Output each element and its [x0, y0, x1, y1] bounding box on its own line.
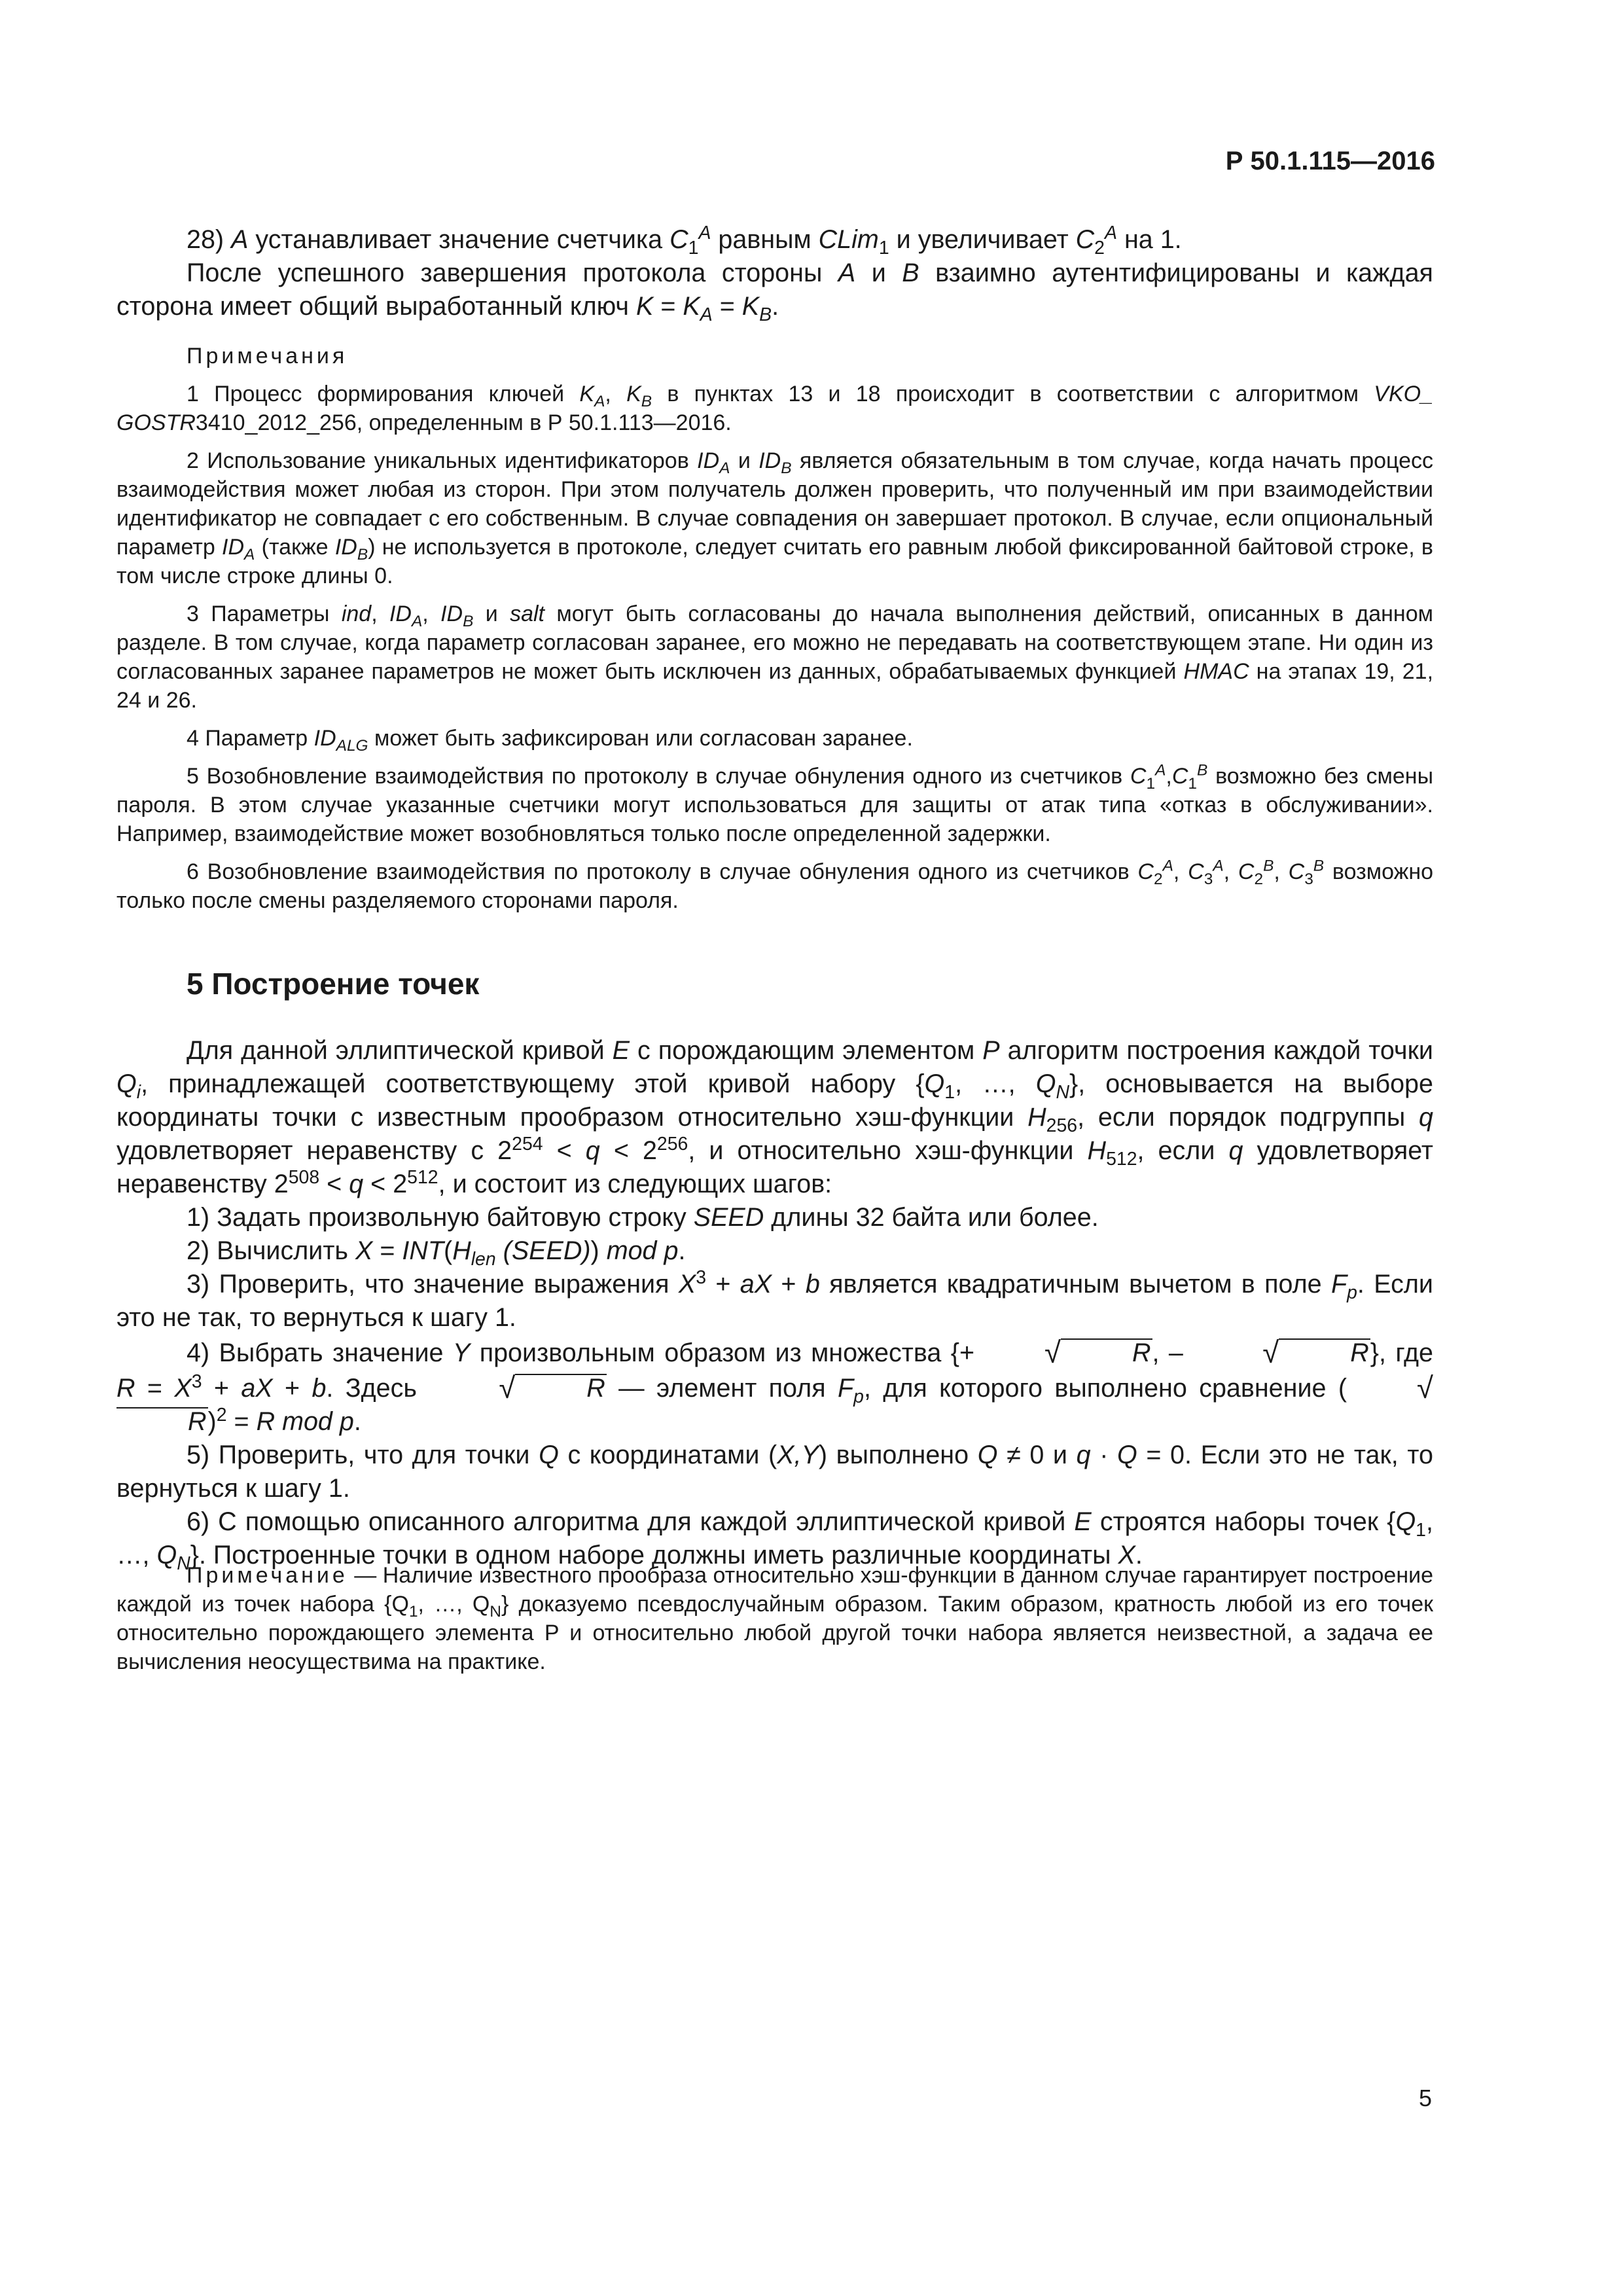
section-note: Примечание — Наличие известного прообраза относительно хэш-функции в данном случае гарантирует построение каждой из точек набора {$Q_1$, …, $Q_N$} доказуемо псевдослучайным образом. Таким образом, кратность любой из его точек относительно порождающего элемента P и относительно любой другой точки набора является неизвестной, а задача ее вычисления неосуществима на практике.: [116, 1563, 1434, 1674]
step-2: 2) Вычислить $X = INT(H_{len}$ (SEED)) mod p.: [187, 1236, 686, 1270]
intro-block: [116, 223, 1433, 323]
section-heading: 5 Построение точек: [187, 967, 480, 1001]
sqrt-icon: √: [499, 1371, 516, 1405]
step-1: 1) Задать произвольную байтовую строку SEED длины 32 байта или более.: [187, 1203, 1099, 1232]
page-number: 5: [1419, 2085, 1433, 2111]
standard-code: Р 50.1.115—2016: [1225, 147, 1435, 175]
notes-title: Примечания: [187, 344, 348, 368]
section-note-block: [116, 1561, 1433, 1685]
step-4: 4) Выбрать значение Y произвольным образом из множества {+ √ R, – √ R}, где $R = X^3$ + aX + b. Здесь √ R — элемент поля $F_p$, для которого выполнено сравнение ( √R)$^2$ = R mod p.: [116, 1336, 1433, 1436]
step-3: 3) Проверить, что значение выражения $X^3$ + aX + b является квадратичным вычетом в поле $F_p$. Если это не так, то вернуться к шагу 1.: [116, 1266, 1433, 1332]
sqrt-icon: √: [1044, 1336, 1061, 1369]
note-6: 6 Возобновление взаимодействия по протоколу в случае обнуления одного из счетчиков $C_2^A$, $C_3^A$, $C_2^B$, $C_3^B$ возможно только после смены разделяемого сторонами пароля.: [116, 857, 1434, 913]
sqrt-icon: √: [1262, 1336, 1279, 1369]
section-body: [116, 1034, 1433, 1572]
notes-block: [116, 342, 1433, 924]
note-4: 4 Параметр $ID_{ALG}$ может быть зафиксирован или согласован заранее.: [187, 726, 913, 755]
note-1: 1 Процесс формирования ключей $K_A$, $K_B$ в пунктах 13 и 18 происходит в соответствии с алгоритмом VKO_ GOSTR3410_2012_256, определенным в Р 50.1.113—2016.: [116, 382, 1433, 435]
completion-paragraph: После успешного завершения протокола стороны A и B взаимно аутентифицированы и каждая сторона имеет общий выработанный ключ $K = K_A = K_B$.: [116, 259, 1433, 325]
note-3: 3 Параметры ind, $ID_A$, $ID_B$ и salt могут быть согласованы до начала выполнения действий, описанных в данном разделе. В том случае, когда параметр согласован заранее, его можно не передавать на соответствующем этапе. Ни один из согласованных заранее параметров не может быть исключен из данных, обрабатываемых функцией HMAC на этапах 19, 21, 24 и 26.: [116, 601, 1434, 713]
step-5: 5) Проверить, что для точки Q с координатами (X,Y) выполнено Q ≠ 0 и q · Q = 0. Если это не так, то вернуться к шагу 1.: [116, 1441, 1434, 1503]
step-6: 6) С помощью описанного алгоритма для каждой эллиптической кривой E строятся наборы точек {$Q_1$, …, $Q_N$}. Построенные точки в одном наборе должны иметь различные координаты X.: [116, 1507, 1433, 1574]
note-2: 2 Использование уникальных идентификаторов $ID_A$ и $ID_B$ является обязательным в том случае, когда начать процесс взаимодействия может любая из сторон. При этом получатель должен проверить, что полученный им при взаимодействии идентификатор не совпадает с его собственным. В случае совпадения он завершает протокол. В случае, если опциональный параметр $ID_A$ (также $ID_B$) не используется в протоколе, следует считать его равным любой фиксированной байтовой строке, в том числе строке длины 0.: [116, 448, 1434, 588]
step-28: 28) A устанавливает значение счетчика $C_1^A$ равным CLim$_1$ и увеличивает $C_2^A$ на 1.: [187, 222, 1182, 259]
section-intro-paragraph: Для данной эллиптической кривой E с порождающим элементом P алгоритм построения каждой точки $Q_i$, принадлежащей соответствующему этой кривой набору {$Q_1$, …, $Q_N$}, основывается на выборе координаты точки с известным прообразом относительно хэш-функции $H_{256}$, если порядок подгруппы q удовлетворяет неравенству с $2^{254} < q < 2^{256}$, и относительно хэш-функции $H_{512}$, если q удовлетворяет неравенству $2^{508} < q < 2^{512}$, и состоит из следующих шагов:: [116, 1036, 1434, 1198]
sqrt-icon: √: [1417, 1371, 1433, 1405]
note-5: 5 Возобновление взаимодействия по протоколу в случае обнуления одного из счетчиков $C_1^A,C_1^B$ возможно без смены пароля. В этом случае указанные счетчики могут использоваться для защиты от атак типа «отказ в обслуживании». Например, взаимодействие может возобновляться только после определенной задержки.: [116, 761, 1434, 846]
